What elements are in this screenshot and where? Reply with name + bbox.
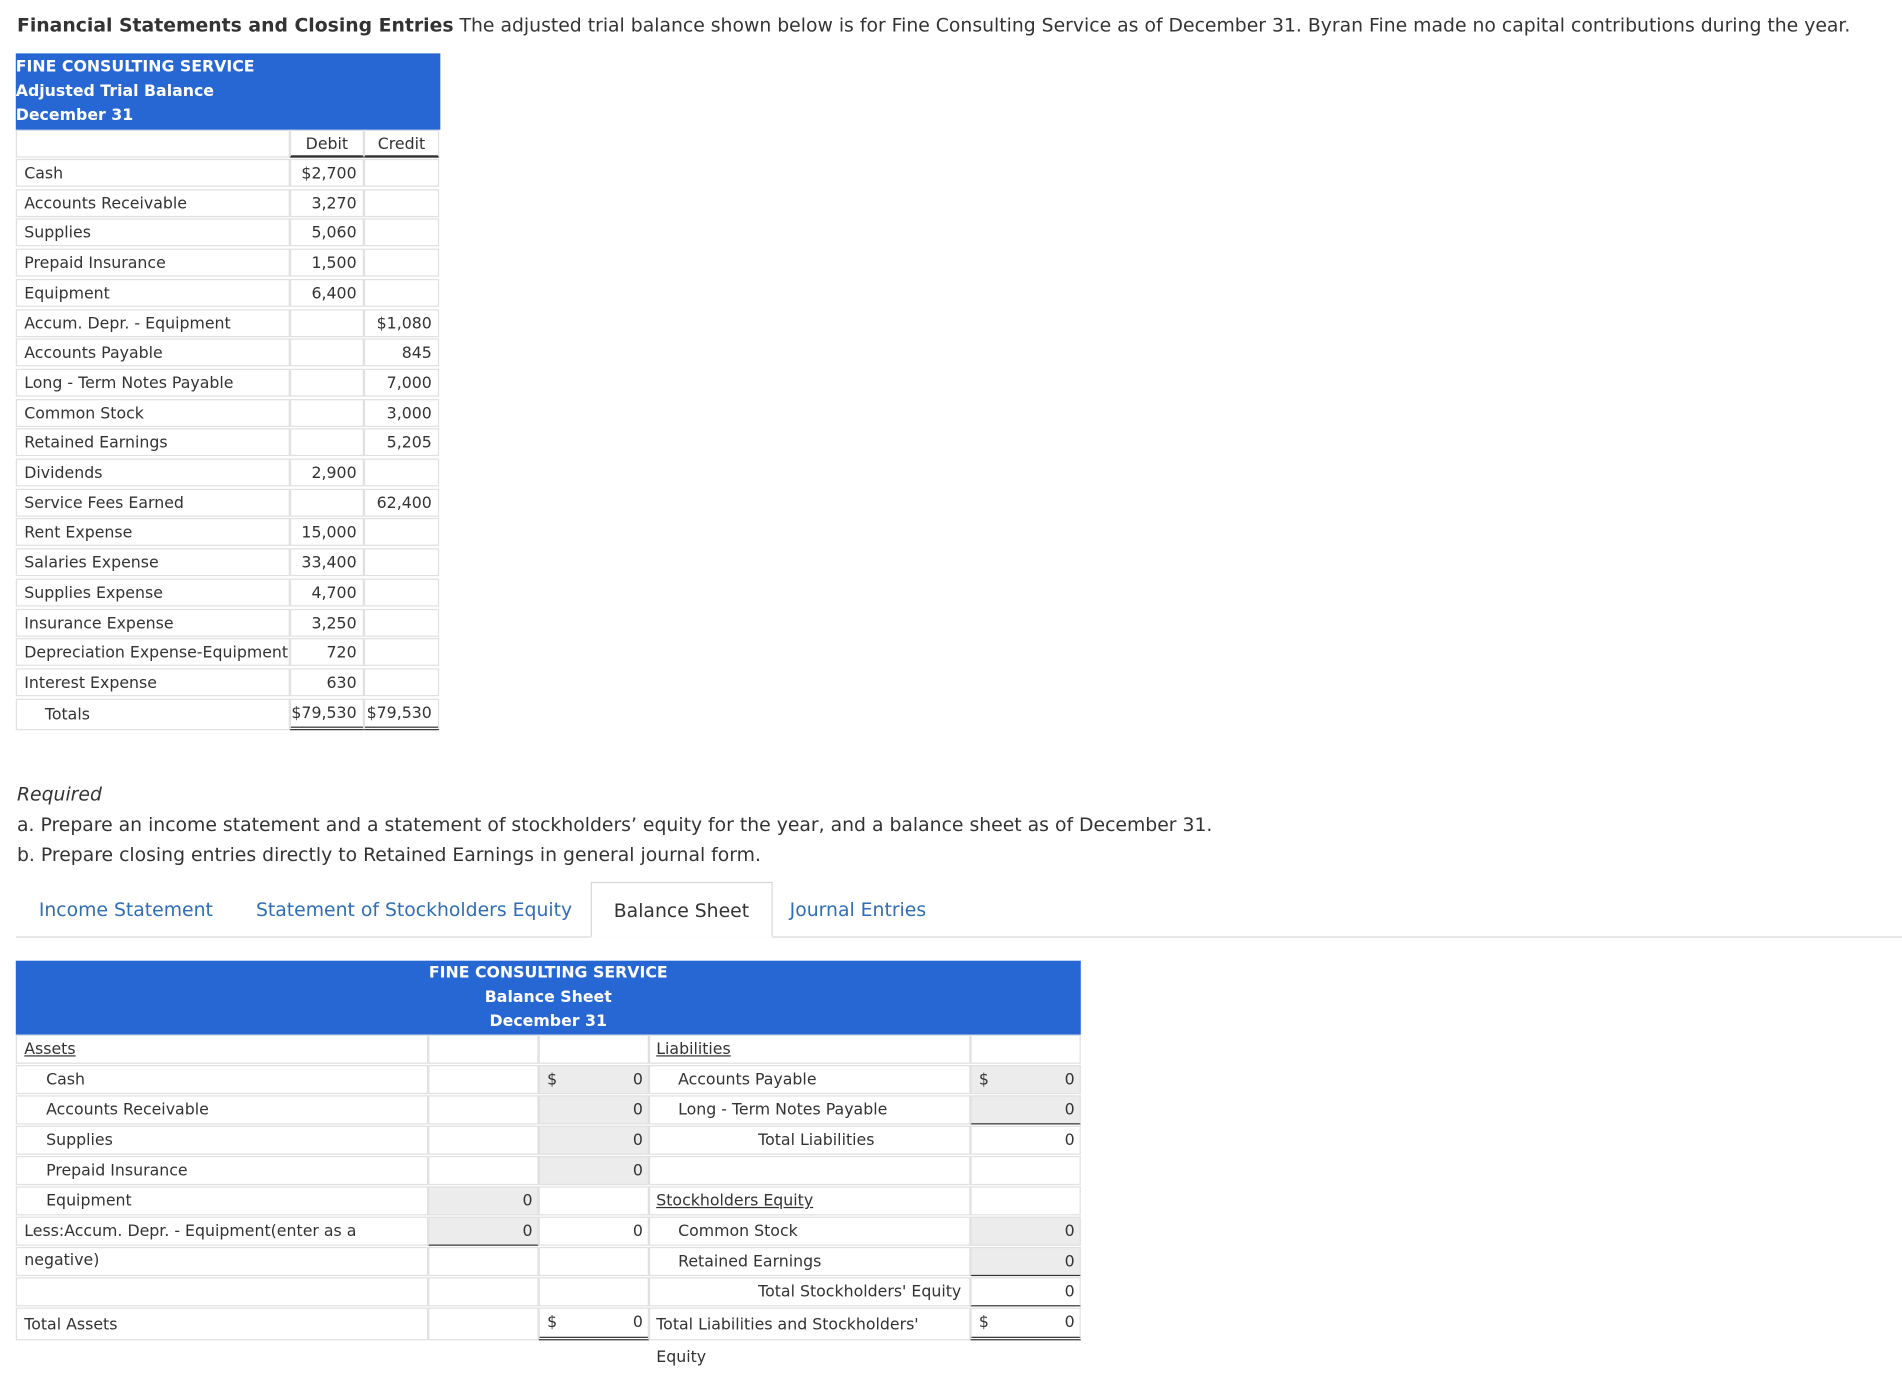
tb-row [16,159,441,188]
common-stock-input[interactable]: 0 [970,1217,1080,1246]
accum-depr-input[interactable]: 0 [428,1217,538,1246]
total-liabilities-label: Total Liabilities [649,1126,970,1155]
tb-row [16,578,441,607]
tb-row [16,189,441,218]
total-se-value: 0 [970,1277,1080,1306]
tb-account-cell: Interest Expense [16,668,290,696]
required-a: a. Prepare an income statement and a statement of stockholders’ equity for the year, and a balance sheet as of December 31. [16,813,1213,836]
accounts-payable-value: 0 [1064,1071,1075,1090]
tb-debit-cell [290,309,364,337]
balance-sheet-header [16,961,1081,1035]
total-se-label: Total Stockholders' Equity [649,1277,970,1306]
tb-account-cell: Equipment [16,279,290,307]
accounts-payable-input[interactable] [970,1065,1080,1094]
tb-credit-cell [364,159,439,187]
bs-row [16,1156,1081,1186]
tb-debit-cell: 2,900 [290,459,364,487]
cash-value: 0 [632,1071,643,1090]
retained-earnings-input[interactable]: 0 [970,1247,1080,1276]
accounts-receivable-input[interactable]: 0 [539,1095,649,1124]
tb-row [16,638,441,667]
tb-totals-label: Totals [16,699,290,731]
bs-row [16,1065,1081,1095]
required-b: b. Prepare closing entries directly to Retained Earnings in general journal form. [16,844,761,867]
total-le-cell [970,1308,1080,1341]
bs-title: Balance Sheet [484,988,612,1007]
problem-intro [17,15,1850,37]
long-term-notes-input[interactable]: 0 [970,1095,1080,1124]
tb-row [16,488,441,517]
tb-credit-cell: 845 [364,339,439,367]
tb-debit-cell: 6,400 [290,279,364,307]
tb-account-cell: Prepaid Insurance [16,249,290,277]
total-le-value: 0 [1064,1313,1075,1332]
common-stock-label: Common Stock [649,1217,970,1246]
tb-account-cell: Accounts Payable [16,339,290,367]
tb-credit-cell: 5,205 [364,429,439,457]
tb-row [16,429,441,458]
tb-debit-cell: $2,700 [290,159,364,187]
tb-credit-header: Credit [364,130,439,158]
problem-description: The adjusted trial balance shown below is for Fine Consulting Service as of December 31. Byran Fine made no capital contributions during the year. [453,14,1851,37]
prepaid-insurance-label: Prepaid Insurance [16,1156,428,1185]
equipment-label: Equipment [16,1186,428,1215]
tab-income-statement[interactable]: Income Statement [38,898,213,921]
tb-debit-cell: 1,500 [290,249,364,277]
tb-row [16,459,441,488]
bs-row [16,1247,1081,1277]
tb-credit-cell: 7,000 [364,369,439,397]
tb-credit-cell [364,578,439,606]
tb-account-cell: Retained Earnings [16,429,290,457]
bs-row [16,1095,1081,1125]
tb-account-cell: Cash [16,159,290,187]
equipment-input[interactable]: 0 [428,1186,538,1215]
bs-row [16,1308,1081,1368]
stockholders-equity-heading: Stockholders Equity [656,1192,814,1211]
tb-debit-cell [290,369,364,397]
cash-label: Cash [16,1065,428,1094]
trial-balance-header [16,53,441,129]
tb-row [16,219,441,248]
tb-row [16,249,441,278]
tb-account-cell: Long - Term Notes Payable [16,369,290,397]
tb-debit-cell: 3,270 [290,189,364,217]
tb-debit-cell [290,488,364,516]
tb-debit-cell [290,429,364,457]
tab-bar [16,882,1902,938]
tb-row [16,548,441,577]
tb-credit-cell [364,668,439,696]
tb-row [16,518,441,547]
tb-debit-cell [290,399,364,427]
currency-symbol: $ [978,1313,989,1332]
bs-row [16,1186,1081,1216]
tb-debit-header: Debit [290,130,364,158]
tb-account-cell: Common Stock [16,399,290,427]
total-le-label: Total Liabilities and Stockholders' Equity [649,1308,970,1341]
tb-totals-row [16,699,441,728]
tb-account-cell: Supplies Expense [16,578,290,606]
tb-credit-cell [364,548,439,576]
tb-debit-cell: 15,000 [290,518,364,546]
tb-title: Adjusted Trial Balance [15,82,215,101]
tb-account-cell: Rent Expense [16,518,290,546]
tb-account-cell: Depreciation Expense-Equipment [16,638,290,666]
tb-row [16,608,441,637]
problem-title: Financial Statements and Closing Entries [16,14,454,37]
assets-heading: Assets [24,1040,76,1059]
tb-credit-cell: 3,000 [364,399,439,427]
tb-row [16,339,441,368]
bs-company: FINE CONSULTING SERVICE [428,964,668,983]
retained-earnings-label: Retained Earnings [649,1247,970,1276]
tb-account-cell: Supplies [16,219,290,247]
bs-date: December 31 [489,1012,607,1032]
tb-account-cell: Insurance Expense [16,608,290,636]
tb-account-cell: Accum. Depr. - Equipment [16,309,290,337]
required-heading: Required [16,783,102,806]
tb-total-credit: $79,530 [364,699,439,731]
tb-debit-cell: 630 [290,668,364,696]
tb-credit-cell [364,608,439,636]
prepaid-insurance-input[interactable]: 0 [539,1156,649,1185]
tb-account-cell: Service Fees Earned [16,488,290,516]
liabilities-heading: Liabilities [656,1040,731,1059]
total-assets-label: Total Assets [16,1308,428,1341]
tb-debit-cell: 33,400 [290,548,364,576]
tb-column-headers [16,130,441,159]
tb-credit-cell [364,638,439,666]
tb-credit-cell [364,459,439,487]
long-term-notes-label: Long - Term Notes Payable [649,1095,970,1124]
tb-debit-cell: 720 [290,638,364,666]
tb-credit-cell [364,249,439,277]
tab-balance-sheet[interactable]: Balance Sheet [591,882,772,938]
tb-credit-cell [364,189,439,217]
tb-debit-cell: 5,060 [290,219,364,247]
cash-input[interactable] [539,1065,649,1094]
tb-row [16,668,441,697]
total-assets-cell [539,1308,649,1341]
bs-row [16,1035,1081,1065]
tb-account-cell: Dividends [16,459,290,487]
bs-row [16,1277,1081,1307]
tb-account-header [16,130,290,158]
tb-debit-cell: 3,250 [290,608,364,636]
tb-credit-cell [364,518,439,546]
tb-total-debit: $79,530 [290,699,364,731]
tb-credit-cell [364,219,439,247]
tb-date: December 31 [15,106,134,125]
accounts-receivable-label: Accounts Receivable [16,1095,428,1124]
tb-account-cell: Accounts Receivable [16,189,290,217]
tab-journal-entries[interactable]: Journal Entries [789,898,927,921]
currency-symbol: $ [547,1313,558,1332]
tb-credit-cell: 62,400 [364,488,439,516]
net-equipment-value: 0 [539,1217,649,1246]
total-liabilities-value: 0 [970,1126,1080,1155]
tb-row [16,399,441,428]
tb-debit-cell [290,339,364,367]
tb-row [16,369,441,398]
tb-company: FINE CONSULTING SERVICE [15,58,255,77]
supplies-label: Supplies [16,1126,428,1155]
accounts-payable-label: Accounts Payable [649,1065,970,1094]
tb-row [16,279,441,308]
currency-symbol: $ [978,1071,989,1090]
bs-row [16,1126,1081,1156]
tb-credit-cell: $1,080 [364,309,439,337]
tab-stockholders-equity[interactable]: Statement of Stockholders Equity [255,898,573,921]
tb-credit-cell [364,279,439,307]
tb-row [16,309,441,338]
total-assets-value: 0 [632,1313,643,1332]
currency-symbol: $ [547,1071,558,1090]
supplies-input[interactable]: 0 [539,1126,649,1155]
accum-depr-label: Less:Accum. Depr. - Equipment(enter as a negative) [16,1217,428,1246]
tb-debit-cell: 4,700 [290,578,364,606]
tb-account-cell: Salaries Expense [16,548,290,576]
